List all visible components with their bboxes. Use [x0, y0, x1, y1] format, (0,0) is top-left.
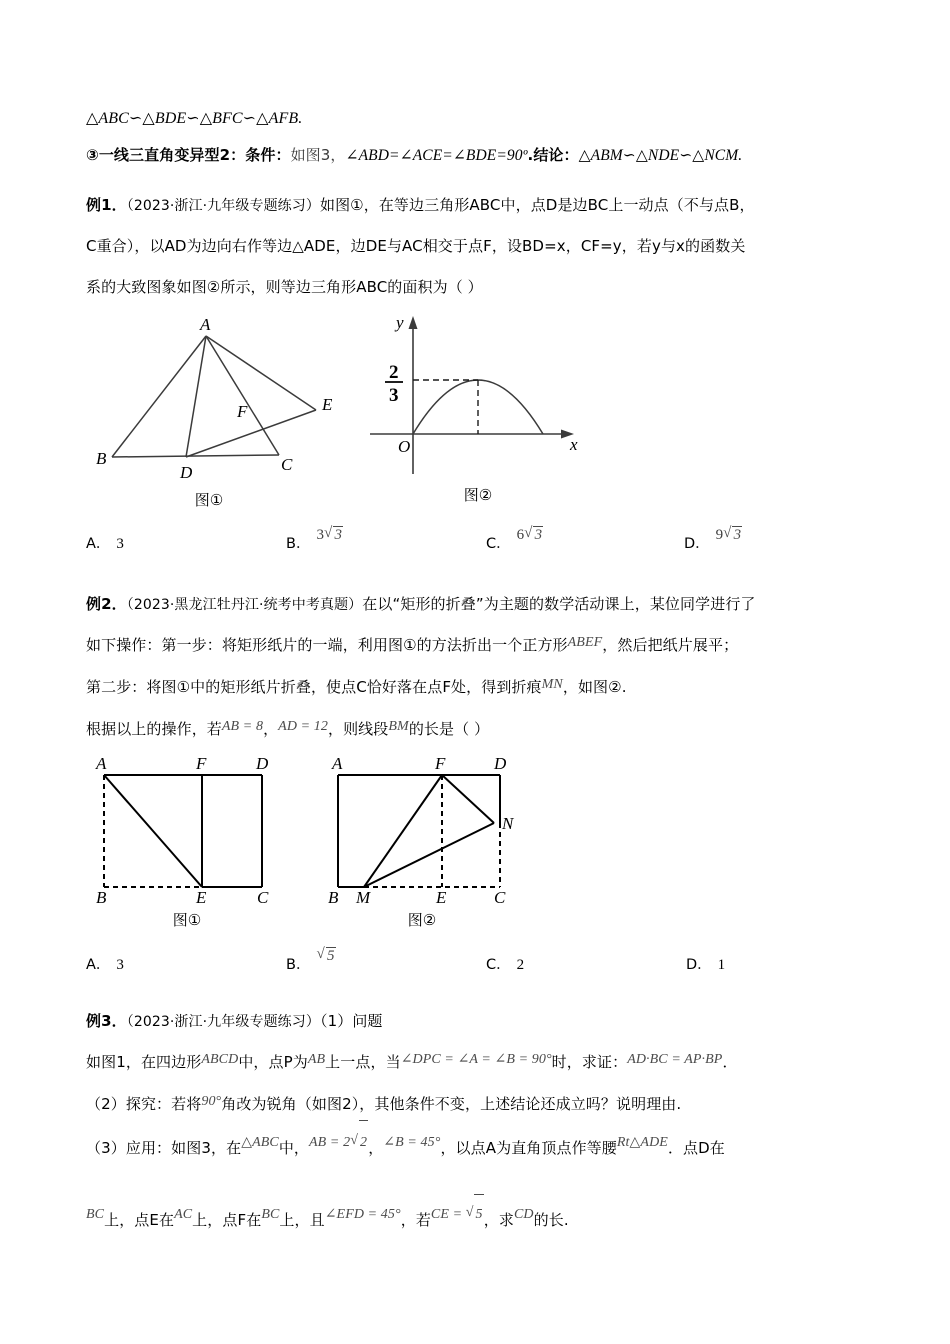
example1-source: （2023·浙江·九年级专题练习） — [126, 198, 320, 214]
example3-line-4 — [86, 1126, 876, 1172]
variant-type-line — [86, 134, 876, 177]
vertex-label-F: F — [435, 755, 446, 773]
vertex-label-A: A — [332, 755, 343, 773]
vertex-label-F: F — [237, 402, 248, 421]
example2-body-line-3-pre: 第二步：将图①中的矩形纸片折叠，使点C恰好落在点F处，得到折痕 — [86, 678, 542, 696]
example2-body-line-3-post: ，如图②. — [562, 678, 627, 696]
example2-ab-math: AB = 8 — [221, 719, 264, 734]
example2-label: 例2． — [86, 595, 127, 613]
choice-B-value: 3 √ 3 — [316, 527, 343, 543]
condition-text: 如图3， — [290, 146, 346, 164]
e3-l1-a: 如图1，在四边形 — [86, 1053, 202, 1071]
e3-angle-math: ∠DPC = ∠A = ∠B = 90° — [400, 1052, 552, 1067]
vertex-label-A: A — [200, 315, 211, 334]
example2-figure-1-caption: 图① — [172, 911, 202, 929]
choice-C-key: C． — [486, 536, 511, 552]
variant-colon-1: ： — [230, 146, 246, 164]
e3-l4-b: 上，点F在 — [192, 1211, 262, 1229]
e3-l4-f: 的长. — [533, 1211, 569, 1229]
variant-period: . — [527, 146, 534, 164]
vertex-label-B: B — [96, 449, 107, 468]
choice-B-key: B． — [286, 536, 311, 552]
e3-ab-value-math: AB = 2 √ 2 — [309, 1135, 368, 1150]
example2-body-line-2-pre: 如下操作：第一步：将矩形纸片的一端，利用图①的方法折出一个正方形 — [86, 636, 568, 654]
origin-label: O — [398, 437, 411, 456]
rect-fold-diagram-2-svg — [322, 755, 537, 905]
e3-cd-math: CD — [513, 1207, 534, 1222]
vertex-label-C: C — [494, 888, 506, 905]
example1-figure-2 — [358, 316, 598, 505]
example2-source: （2023·黑龙江牡丹江·统考中考真题） — [126, 597, 363, 613]
choice2-C-key: C． — [486, 957, 511, 973]
example2-bm-math: BM — [388, 719, 409, 734]
choice2-D-value: 1 — [717, 957, 726, 973]
e3-l3-c: ， — [368, 1139, 384, 1157]
vertex-label-A: A — [96, 755, 107, 773]
e3-bc-math-2: BC — [261, 1207, 280, 1222]
example2-line-1 — [86, 584, 876, 625]
vertex-label-F: F — [196, 755, 207, 773]
example1-line-2 — [86, 226, 876, 267]
e3-rt-ade-math: Rt△ADE — [616, 1135, 668, 1150]
e3-bc-math-1: BC — [86, 1207, 105, 1222]
example1-choices — [86, 524, 876, 570]
choice-A-value: 3 — [116, 536, 124, 552]
example1-body-line-1: 如图①，在等边三角形ABC中，点D是边BC上一动点（不与点B， — [319, 196, 755, 214]
choice2-D[interactable] — [686, 953, 725, 974]
example2-figure-2 — [322, 755, 537, 930]
vertex-label-C: C — [281, 455, 293, 474]
example2-ad-math: AD = 12 — [278, 719, 328, 734]
y-axis-label: y — [396, 316, 404, 332]
choice-A[interactable] — [86, 532, 124, 553]
vertex-label-M: M — [356, 888, 371, 905]
variant-colon-2: ： — [275, 146, 291, 164]
rect-fold-diagram-1-svg — [92, 755, 292, 905]
choice2-A[interactable] — [86, 953, 124, 974]
example2-body-line-2-post: ，然后把纸片展平； — [602, 636, 739, 654]
e3-l1-e: ． — [722, 1053, 738, 1071]
e3-l4-a: 上，点E在 — [104, 1211, 175, 1229]
vertex-label-E: E — [436, 888, 447, 905]
example1-body-line-3: 系的大致图象如图②所示，则等边三角形ABC的面积为（ ） — [86, 278, 483, 296]
choice2-C-value: 2 — [516, 957, 525, 973]
similarity-chain-text: △ABC∽△BDE∽△BFC∽△AFB. — [86, 110, 303, 127]
choice2-B-value: √ 5 — [316, 948, 335, 964]
example2-figures — [86, 755, 876, 935]
vertex-label-E: E — [196, 888, 207, 905]
y-axis-arrow — [409, 316, 418, 329]
vertex-label-C: C — [257, 888, 269, 905]
e3-l3-a: （3）应用：如图3，在 — [86, 1139, 242, 1157]
example2-line-3 — [86, 667, 876, 709]
example2-sep-1: ， — [263, 720, 279, 738]
choice2-C[interactable] — [486, 953, 524, 974]
e3-l1-b: 中，点P为 — [238, 1053, 308, 1071]
example1-figures — [86, 312, 876, 512]
example2-crease-math: MN — [541, 677, 563, 692]
example1-figure-1-caption: 图① — [194, 491, 224, 509]
peak-denominator-label: 3 — [389, 385, 399, 406]
choice-A-key: A． — [86, 536, 111, 552]
example1-line-1 — [86, 185, 876, 226]
e3-ce-math: CE = √ 5 — [431, 1207, 484, 1222]
vertex-label-B: B — [96, 888, 107, 905]
vertex-label-B: B — [328, 888, 339, 905]
example2-figure-1 — [92, 755, 292, 930]
choice2-B-key: B． — [286, 957, 311, 973]
example2-body-line-4-pre: 根据以上的操作，若 — [86, 720, 222, 738]
conclusion-label: 结论 — [533, 146, 564, 164]
choice2-A-key: A． — [86, 957, 111, 973]
example3-line-2 — [86, 1042, 876, 1084]
similarity-chain-line — [86, 104, 876, 134]
vertex-label-N: N — [502, 814, 514, 833]
e3-90deg-math: 90° — [201, 1094, 222, 1109]
e3-angle-b-math: ∠B = 45° — [383, 1135, 441, 1150]
example2-body-line-1: 在以“矩形的折叠”为主题的数学活动课上，某位同学进行了 — [362, 595, 756, 613]
example2-sep-2: ，则线段 — [327, 720, 389, 738]
example3-line-5 — [86, 1200, 876, 1242]
variant-marker: ③ — [86, 146, 99, 164]
e3-ab-math: AB — [307, 1052, 326, 1067]
example1-figure-1 — [94, 312, 354, 510]
choice-D[interactable] — [684, 527, 742, 553]
example2-figure-2-caption: 图② — [407, 911, 437, 929]
choice-C-value: 6 √ 3 — [517, 527, 544, 543]
example2-square-name-math: ABEF — [567, 635, 603, 650]
choice2-D-key: D． — [686, 957, 712, 973]
example3-part1-head: （1）问题 — [319, 1012, 383, 1030]
condition-math: ∠ABD=∠ACE=∠BDE=90º — [345, 147, 528, 164]
vertex-label-D: D — [494, 755, 507, 773]
variant-colon-3: ： — [563, 146, 579, 164]
e3-l3-d: ，以点A为直角顶点作等腰 — [440, 1139, 617, 1157]
example1-figure-2-caption: 图② — [463, 486, 493, 504]
e3-l1-d: 时，求证： — [551, 1053, 628, 1071]
page-content — [86, 104, 876, 1242]
e3-product-math: AD·BC = AP·BP — [627, 1052, 723, 1067]
parabola-graph-svg — [358, 316, 598, 486]
e3-ac-math: AC — [174, 1207, 193, 1222]
e3-l2-a: （2）探究：若将 — [86, 1095, 202, 1113]
example1-label: 例1． — [86, 196, 127, 214]
vertex-label-D: D — [180, 463, 193, 482]
example2-line-4 — [86, 709, 876, 751]
example2-line-2 — [86, 625, 876, 667]
choice-D-value: 9 √ 3 — [716, 527, 743, 543]
example3-line-3 — [86, 1084, 876, 1126]
e3-l4-e: ，求 — [483, 1211, 514, 1229]
conclusion-math: △ABM∽△NDE∽△NCM. — [578, 147, 743, 164]
e3-l4-c: 上，且 — [279, 1211, 325, 1229]
e3-l2-b: 角改为锐角（如图2），其他条件不变，上述结论还成立吗？说明理由. — [221, 1095, 682, 1113]
choice2-A-value: 3 — [116, 957, 124, 973]
example2-choices — [86, 945, 876, 991]
example3-label: 例3． — [86, 1012, 127, 1030]
e3-tri-abc-math: △ABC — [241, 1135, 279, 1150]
variant-title: 一线三直角变异型2 — [98, 146, 231, 164]
example1-body-line-2: C重合），以AD为边向右作等边△ADE，边DE与AC相交于点F，设BD=x，CF=y，若y与x的函数关 — [86, 237, 746, 255]
x-axis-label: x — [570, 435, 578, 454]
example3-line-1 — [86, 1001, 876, 1042]
e3-l3-b: 中， — [278, 1139, 310, 1157]
peak-numerator-label: 2 — [389, 362, 399, 383]
e3-l4-d: ，若 — [400, 1211, 431, 1229]
vertex-label-D: D — [256, 755, 269, 773]
e3-l3-e: ．点D在 — [667, 1139, 725, 1157]
triangle-diagram-svg — [94, 312, 354, 487]
e3-angle-efd-math: ∠EFD = 45° — [324, 1207, 401, 1222]
vertex-label-E: E — [322, 395, 333, 414]
example1-line-3 — [86, 267, 876, 308]
example2-body-line-4-post: 的长是（ ） — [408, 720, 490, 738]
choice-C[interactable] — [486, 527, 543, 553]
choice-D-key: D． — [684, 536, 710, 552]
e3-l1-c: 上一点，当 — [325, 1053, 401, 1071]
choice2-B[interactable] — [286, 948, 336, 974]
example3-source: （2023·浙江·九年级专题练习） — [126, 1014, 320, 1030]
e3-quad-math: ABCD — [201, 1052, 239, 1067]
choice-B[interactable] — [286, 527, 343, 553]
condition-label: 条件 — [245, 146, 276, 164]
